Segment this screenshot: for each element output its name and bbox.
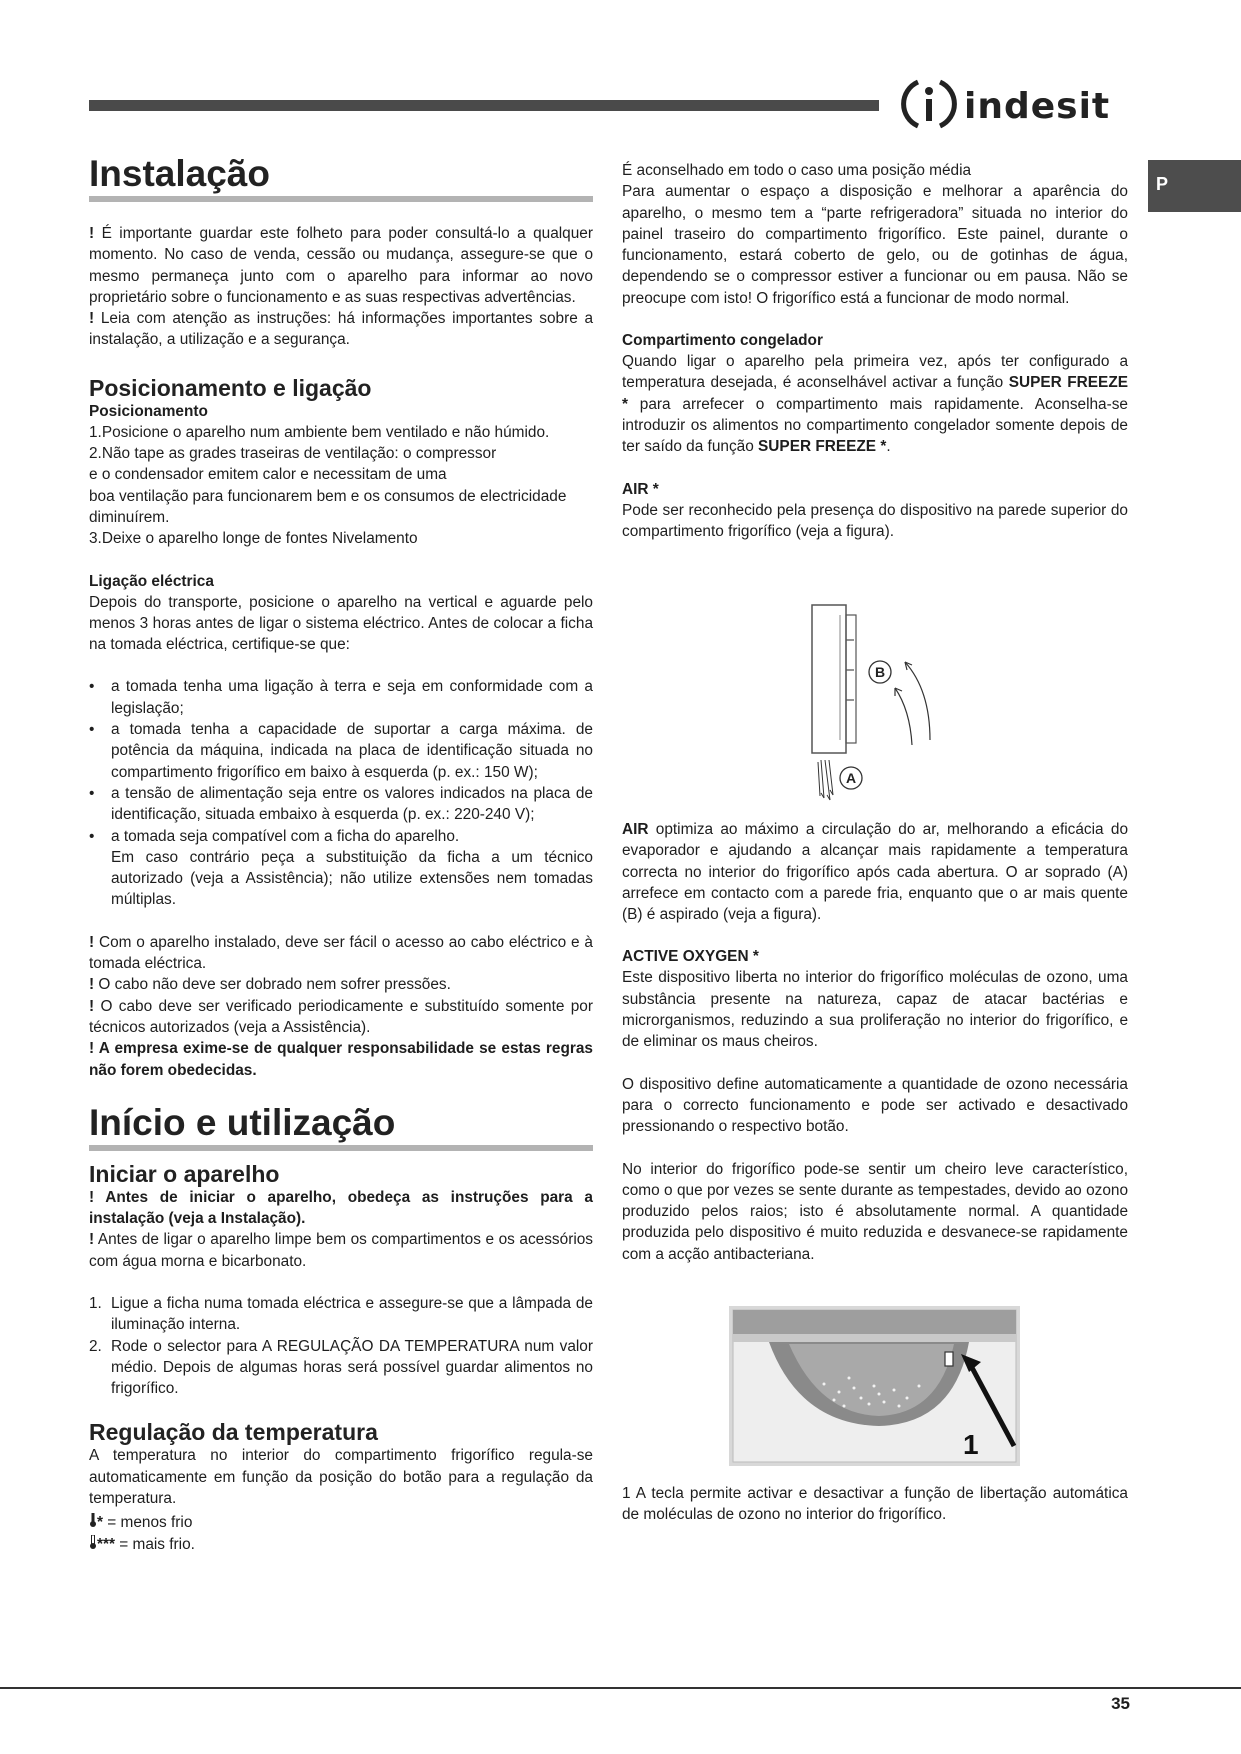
- list-item: • a tomada tenha a capacidade de suportar a carga máxima. de potência da máquina, indicada na placa de identificação situada no compartimento frigorífico em baixo à esquerda (p. ex.: 150 W);: [89, 719, 593, 783]
- thermometer-high-icon: [89, 1535, 97, 1549]
- freezer-text: Quando ligar o aparelho pela primeira vez, após ter configurado a temperatura desejada, é aconselhável activar a função SUPER FREEZE * para arrefecer o compartimento mais rapidamente. Aconselha-se introduzir os alimentos no compartimento congelador somente depois de ter saído da função SUPER FREEZE *.: [622, 353, 1128, 456]
- air-figure: [780, 600, 940, 810]
- positioning-line-1: 1.Posicione o aparelho num ambiente bem ventilado e não húmido.: [89, 423, 550, 441]
- oxygen-p3: No interior do frigorífico pode-se sentir um cheiro leve característico, como o que por vezes se sente durante as tempestades, devido ao ozono produzido pelos raios; isto é absolutamente normal. A quantidade produzida pelo dispositivo é muito reduzida e desvanece-se rapidamente com a acção antibacteriana.: [622, 1160, 1128, 1263]
- electric-disclaimer: ! A empresa exime-se de qualquer responsabilidade se estas regras não forem obedecidas.: [89, 1040, 593, 1079]
- temp-text: A temperatura no interior do compartimento frigorífico regula-se automaticamente em função da posição do botão para a regulação da temperatura.: [89, 1447, 593, 1508]
- page-number: 35: [1111, 1694, 1130, 1713]
- air-subtitle: AIR *: [622, 480, 659, 498]
- electric-intro: Depois do transporte, posicione o aparelho na vertical e aguarde pelo menos 3 horas antes de ligar o sistema eléctrico. Antes de colocar a ficha na tomada eléctrica, certifique-se que:: [89, 593, 593, 654]
- oxygen-caption: 1 A tecla permite activar e desactivar a função de libertação automática de moléculas de ozono no interior do frigorífico.: [622, 1485, 1128, 1524]
- thermometer-low-icon: [89, 1513, 97, 1527]
- left-column: [89, 152, 593, 1555]
- positioning-subtitle: Posicionamento: [89, 402, 208, 420]
- positioning-line-5: 3.Deixe o aparelho longe de fontes Nivelamento: [89, 530, 418, 548]
- oxygen-p2: O dispositivo define automaticamente a quantidade de ozono necessária para o correcto funcionamento e pode ser activado e desactivado pressionando o respectivo botão.: [622, 1075, 1128, 1136]
- intro-paragraph: Para aumentar o espaço a disposição e melhorar a aparência do aparelho, o mesmo tem a “parte refrigeradora” situada no interior do painel traseiro do compartimento frigorífico. Este painel, durante o funcionamento, estará coberto de gelo, ou de gotinhas de água, dependendo se o compressor estiver a funcionar ou em pausa. Não se preocupe com isto! O frigorífico está a funcionar de modo normal.: [622, 183, 1128, 307]
- list-item: • a tensão de alimentação seja entre os valores indicados na placa de identificação, situada embaixo à esquerda (p. ex.: 220-240 V);: [89, 783, 593, 826]
- start-title: Início e utilização: [89, 1101, 593, 1151]
- figure-label-a: A: [845, 770, 857, 786]
- list-item: • a tomada tenha uma ligação à terra e seja em conformidade com a legislação;: [89, 676, 593, 719]
- brand-name: indesit: [964, 86, 1111, 127]
- electric-checklist: [89, 676, 593, 846]
- oxygen-subtitle: ACTIVE OXYGEN *: [622, 948, 759, 966]
- temp-more-cold: *** = mais frio.: [89, 1534, 593, 1555]
- start-warning: ! Antes de iniciar o aparelho, obedeça as instruções para a instalação (veja a Instalação).: [89, 1188, 593, 1228]
- freezer-subtitle: Compartimento congelador: [622, 332, 823, 350]
- start-steps: [89, 1293, 593, 1399]
- electric-warning-1: ! Com o aparelho instalado, deve ser fácil o acesso ao cabo eléctrico e à tomada eléctrica.: [89, 933, 593, 973]
- installation-title: Instalação: [89, 152, 593, 202]
- footer-rule: [0, 1687, 1241, 1689]
- start-clean: ! Antes de ligar o aparelho limpe bem os compartimentos e os acessórios com água morna e bicarbonato.: [89, 1231, 593, 1270]
- electric-warning-3: ! O cabo deve ser verificado periodicamente e substituído somente por técnicos autorizados (veja a Assistência).: [89, 997, 593, 1036]
- electric-subtitle: Ligação eléctrica: [89, 572, 214, 590]
- positioning-line-4: boa ventilação para funcionarem bem e os consumos de electricidade diminuírem.: [89, 487, 567, 526]
- electric-bullet-continuation: Em caso contrário peça a substituição da ficha a um técnico autorizado (veja a Assistência); não utilize extensões nem tomadas múltiplas.: [111, 848, 593, 909]
- figure-label-b: B: [874, 664, 886, 680]
- installation-p2: ! Leia com atenção as instruções: há informações importantes sobre a instalação, a utilização e a segurança.: [89, 310, 593, 349]
- figure-number: 1: [963, 1429, 979, 1460]
- positioning-title: Posicionamento e ligação: [89, 374, 372, 401]
- air-text: Pode ser reconhecido pela presença do dispositivo na parede superior do compartimento frigorífico (veja a figura).: [622, 501, 1128, 540]
- language-tab: P: [1148, 160, 1241, 212]
- air-description: AIR optimiza ao máximo a circulação do ar, melhorando a eficácia do evaporador e ajudando a alcançar mais rapidamente a temperatura correcta no interior do frigorífico após cada abertura. O ar soprado (A) arrefece em contacto com a parede fria, enquanto que o ar mais quente (B) é aspirado (veja a figura).: [622, 821, 1128, 924]
- oxygen-figure: [729, 1306, 1020, 1466]
- list-item: 1. Ligue a ficha numa tomada eléctrica e assegure-se que a lâmpada de iluminação interna.: [89, 1294, 593, 1334]
- positioning-line-3: e o condensador emitem calor e necessitam de uma: [89, 466, 447, 484]
- oxygen-caption-block: [622, 1483, 1128, 1526]
- header-bar: [89, 100, 879, 111]
- list-item: 2. Rode o selector para A REGULAÇÃO DA TEMPERATURA num valor médio. Depois de algumas horas será possível guardar alimentos no frigorífico.: [89, 1337, 593, 1398]
- temp-title: Regulação da temperatura: [89, 1419, 378, 1446]
- electric-warning-2: ! O cabo não deve ser dobrado nem sofrer pressões.: [89, 976, 451, 994]
- oxygen-p1: Este dispositivo liberta no interior do frigorífico moléculas de ozono, uma substância presente na natureza, capaz de atacar bactérias e microrganismos, reduzindo a sua proliferação no interior do frigorífico, e de eliminar os maus cheiros.: [622, 969, 1128, 1051]
- positioning-line-2: 2.Não tape as grades traseiras de ventilação: o compressor: [89, 445, 497, 463]
- right-column: [622, 160, 1128, 542]
- indesit-logo-icon: [900, 74, 960, 134]
- right-column-lower: [622, 819, 1128, 1265]
- brand-logo: [900, 74, 1130, 136]
- start-subtitle: Iniciar o aparelho: [89, 1160, 280, 1187]
- temp-less-cold: * = menos frio: [89, 1512, 593, 1533]
- intro-line: É aconselhado em todo o caso uma posição média: [622, 162, 972, 179]
- installation-p1: ! É importante guardar este folheto para poder consultá-lo a qualquer momento. No caso de venda, cessão ou mudança, assegure-se que o mesmo permaneça junto com o aparelho para informar ao novo proprietário sobre o funcionamento e as suas respectivas advertências.: [89, 225, 593, 306]
- list-item: • a tomada seja compatível com a ficha do aparelho.: [89, 826, 593, 847]
